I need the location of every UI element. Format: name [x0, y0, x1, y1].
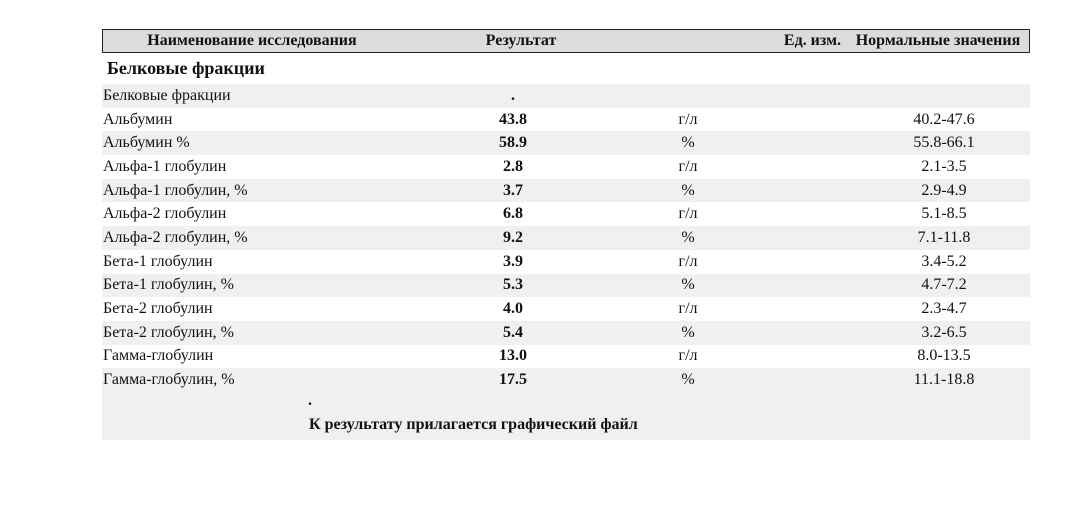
- test-unit: г/л: [678, 157, 698, 175]
- test-reference: 5.1-8.5: [921, 205, 967, 223]
- test-reference: 40.2-47.6: [913, 110, 975, 128]
- test-name: Альбумин: [103, 110, 173, 128]
- test-unit: г/л: [678, 252, 698, 270]
- test-name: Гамма-глобулин, %: [103, 371, 235, 389]
- test-result: 3.9: [503, 252, 523, 270]
- table-row: [102, 179, 1030, 203]
- test-reference: 2.9-4.9: [921, 181, 967, 199]
- table-header: [102, 29, 1030, 53]
- test-result: 3.7: [503, 181, 523, 199]
- table-row: [102, 297, 1030, 321]
- header-result: Результат: [485, 32, 557, 49]
- test-unit: г/л: [678, 300, 698, 318]
- test-result: 43.8: [499, 110, 527, 128]
- table-row: [102, 321, 1030, 345]
- test-name: Бета-1 глобулин, %: [103, 276, 234, 294]
- header-reference: Нормальные значения: [855, 32, 1021, 49]
- test-unit: %: [681, 371, 695, 389]
- table-row: [102, 250, 1030, 274]
- lab-report-table: [102, 29, 1030, 440]
- header-unit: Ед. изм.: [783, 32, 841, 49]
- test-result: 5.4: [503, 323, 523, 341]
- test-result: 58.9: [499, 134, 527, 152]
- table-row: [102, 368, 1030, 392]
- test-unit: %: [681, 228, 695, 246]
- test-reference: 4.7-7.2: [921, 276, 967, 294]
- table-row: [102, 345, 1030, 369]
- test-unit: %: [681, 181, 695, 199]
- report-footer: [102, 392, 1030, 440]
- test-unit: г/л: [678, 110, 698, 128]
- test-result: 17.5: [499, 371, 527, 389]
- test-reference: 8.0-13.5: [917, 347, 971, 365]
- table-row: [102, 84, 1030, 108]
- test-name: Альфа-1 глобулин, %: [103, 181, 248, 199]
- test-result: 2.8: [503, 157, 523, 175]
- test-reference: 3.2-6.5: [921, 323, 967, 341]
- table-row: [102, 155, 1030, 179]
- table-row: [102, 274, 1030, 298]
- test-reference: 2.1-3.5: [921, 157, 967, 175]
- section-title: Белковые фракции: [107, 58, 265, 78]
- test-name: Белковые фракции: [103, 86, 231, 104]
- test-unit: %: [681, 134, 695, 152]
- test-unit: %: [681, 323, 695, 341]
- test-result: 6.8: [503, 205, 523, 223]
- test-name: Альфа-1 глобулин: [103, 157, 227, 175]
- test-reference: 55.8-66.1: [913, 134, 975, 152]
- table-row: [102, 202, 1030, 226]
- test-unit: г/л: [678, 347, 698, 365]
- test-unit: г/л: [678, 205, 698, 223]
- test-name: Альбумин %: [103, 134, 190, 152]
- test-name: Бета-1 глобулин: [103, 252, 213, 270]
- table-body: [102, 84, 1030, 392]
- table-row: [102, 131, 1030, 155]
- test-reference: 7.1-11.8: [917, 228, 971, 246]
- test-result: 13.0: [499, 347, 527, 365]
- test-name: Альфа-2 глобулин, %: [103, 228, 248, 246]
- table-row: [102, 226, 1030, 250]
- test-name: Гамма-глобулин: [103, 347, 214, 365]
- test-name: Альфа-2 глобулин: [103, 205, 227, 223]
- test-result: 5.3: [503, 276, 523, 294]
- header-name: Наименование исследования: [147, 32, 357, 49]
- test-name: Бета-2 глобулин, %: [103, 323, 234, 341]
- test-reference: 3.4-5.2: [921, 252, 967, 270]
- footer-note: К результату прилагается графический файл: [309, 415, 638, 433]
- test-reference: 2.3-4.7: [921, 300, 967, 318]
- test-reference: 11.1-18.8: [913, 371, 975, 389]
- test-unit: %: [681, 276, 695, 294]
- test-result: .: [511, 86, 515, 104]
- footer-dot: .: [308, 391, 312, 409]
- table-row: [102, 108, 1030, 132]
- test-result: 9.2: [503, 228, 523, 246]
- test-name: Бета-2 глобулин: [103, 300, 213, 318]
- test-result: 4.0: [503, 300, 523, 318]
